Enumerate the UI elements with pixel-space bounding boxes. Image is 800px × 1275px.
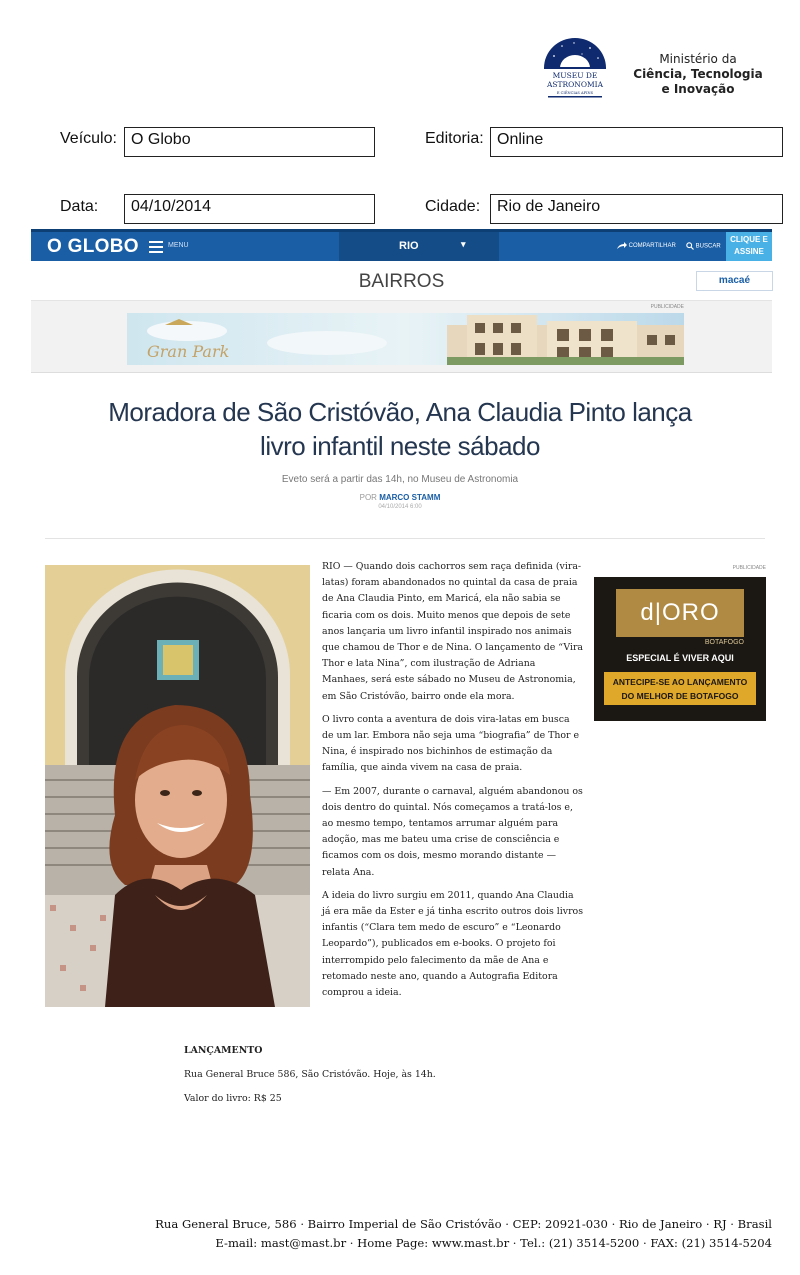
menu-icon[interactable] xyxy=(149,241,163,253)
byline-prefix: POR xyxy=(359,493,380,502)
share-icon xyxy=(617,242,627,249)
launch-price: Valor do livro: R$ 25 xyxy=(184,1093,282,1104)
share-label: COMPARTILHAR xyxy=(628,243,676,250)
divider xyxy=(45,538,765,539)
banner-text: Gran Park xyxy=(147,342,230,361)
footer-contact: E-mail: mast@mast.br · Home Page: www.mast.br · Tel.: (21) 3514-5200 · FAX: (21) 3514-5204 xyxy=(215,1236,772,1250)
banner-ad-strip xyxy=(31,301,772,373)
launch-address: Rua General Bruce 586, São Cristóvão. Hoje, às 14h. xyxy=(184,1069,436,1080)
ministry-line2: Ciência, Tecnologia xyxy=(633,67,763,81)
footer xyxy=(152,1215,772,1253)
side-ad-cta-line2: DO MELHOR DE BOTAFOGO xyxy=(621,691,739,701)
mast-logo-line1: MUSEU DE xyxy=(552,71,598,80)
side-ad-label: PUBLICIDADE xyxy=(732,565,766,571)
menu-label[interactable]: MENU xyxy=(168,242,189,249)
ministry-logo xyxy=(628,52,768,97)
share-button[interactable] xyxy=(617,242,676,249)
side-ad-logo: d|ORO xyxy=(616,589,744,637)
subscribe-line2: ASSINE xyxy=(734,247,764,256)
paragraph: — Em 2007, durante o carnaval, alguém abandonou os dois dentro do quintal. Nós começamos a tratá-los e, ao mesmo tempo, tentamos arrumar alguém para adoção, mas me bateu uma crise de consciência e ficamos com os dois, mesmo morando distante — relata Ana. xyxy=(322,785,583,878)
side-ad-cta[interactable] xyxy=(604,672,756,705)
article-body xyxy=(322,559,584,1008)
side-ad[interactable] xyxy=(594,577,766,721)
editoria-label: Editoria: xyxy=(425,130,484,147)
byline xyxy=(300,493,500,502)
paragraph: A ideia do livro surgiu em 2011, quando Ana Claudia já era mãe da Ester e já tinha escrito outros dois livros infantis (“Clara tem medo de escuro” e “Leonardo Leopardo”), publicados em e-books. O projeto foi interrompido pelo falecimento da mãe de Ana e retomado neste ano, quando a Autografia Editora comprou a ideia. xyxy=(322,889,584,999)
cidade-field: Rio de Janeiro xyxy=(490,194,783,224)
article-datetime: 04/10/2014 6:00 xyxy=(378,504,422,510)
author-link[interactable]: MARCO STAMM xyxy=(379,493,441,502)
side-ad-tagline: ESPECIAL É VIVER AQUI xyxy=(626,653,734,663)
side-ad-logo-sub: BOTAFOGO xyxy=(704,639,744,646)
launch-heading: LANÇAMENTO xyxy=(184,1045,263,1056)
subscribe-button[interactable] xyxy=(726,232,772,261)
site-topbar xyxy=(31,229,772,261)
data-field: 04/10/2014 xyxy=(124,194,375,224)
search-icon xyxy=(686,242,694,250)
editoria-field: Online xyxy=(490,127,783,157)
mast-logo xyxy=(540,36,610,102)
ad-label: PUBLICIDADE xyxy=(650,304,684,310)
ministry-line1: Ministério da xyxy=(659,52,737,66)
footer-address: Rua General Bruce, 586 · Bairro Imperial de São Cristóvão · CEP: 20921-030 · Rio de Janeiro · RJ · Brasil xyxy=(155,1217,772,1231)
launch-info xyxy=(184,1045,604,1117)
region-label: RIO xyxy=(399,240,419,252)
article-subhead: Eveto será a partir das 14h, no Museu de Astronomia xyxy=(281,474,519,485)
veiculo-field: O Globo xyxy=(124,127,375,157)
article-photo xyxy=(45,565,310,1007)
chevron-down-icon: ▾ xyxy=(461,239,466,249)
search-button[interactable] xyxy=(686,242,721,250)
paragraph: O livro conta a aventura de dois vira-latas em busca de um lar. Embora não seja uma “biografia” de Thor e Nina, é inspirado nos bichinhos de estimação da família, que ainda vivem na casa de praia. xyxy=(322,713,580,774)
section-header xyxy=(31,261,772,301)
article-headline: Moradora de São Cristóvão, Ana Claudia Pinto lança livro infantil neste sábado xyxy=(108,397,692,461)
mast-logo-line2: ASTRONOMIA xyxy=(546,80,604,89)
sponsor-logo[interactable]: macaé xyxy=(696,271,773,291)
section-title[interactable]: BAIRROS xyxy=(358,271,445,292)
ministry-line3: e Inovação xyxy=(661,82,735,96)
banner-ad[interactable] xyxy=(127,313,684,365)
mast-logo-line3: E CIÊNCIAS AFINS xyxy=(556,91,594,95)
cidade-label: Cidade: xyxy=(425,198,481,215)
data-label: Data: xyxy=(60,198,99,215)
subscribe-line1: CLIQUE E xyxy=(730,235,768,244)
globo-logo[interactable]: O GLOBO xyxy=(47,236,139,257)
side-ad-cta-line1: ANTECIPE-SE AO LANÇAMENTO xyxy=(612,677,748,687)
region-selector[interactable] xyxy=(339,232,499,261)
paragraph: RIO — Quando dois cachorros sem raça definida (vira-latas) foram abandonados no quintal da casa de praia de Ana Claudia Pinto, em Maricá, ela não sabia se ficaria com os dois. Muito menos que depois de sete anos lançaria um livro infantil inspirado nos animais que chamou de Thor e de Nina. O lançamento de “Vira Thor e lata Nina”, com ilustração de Adriana Manhaes, será este sábado no Museu de Astronomia, em São Cristóvão, bairro onde ela mora. xyxy=(322,561,584,702)
veiculo-label: Veículo: xyxy=(60,130,117,147)
search-label: BUSCAR xyxy=(695,243,721,250)
